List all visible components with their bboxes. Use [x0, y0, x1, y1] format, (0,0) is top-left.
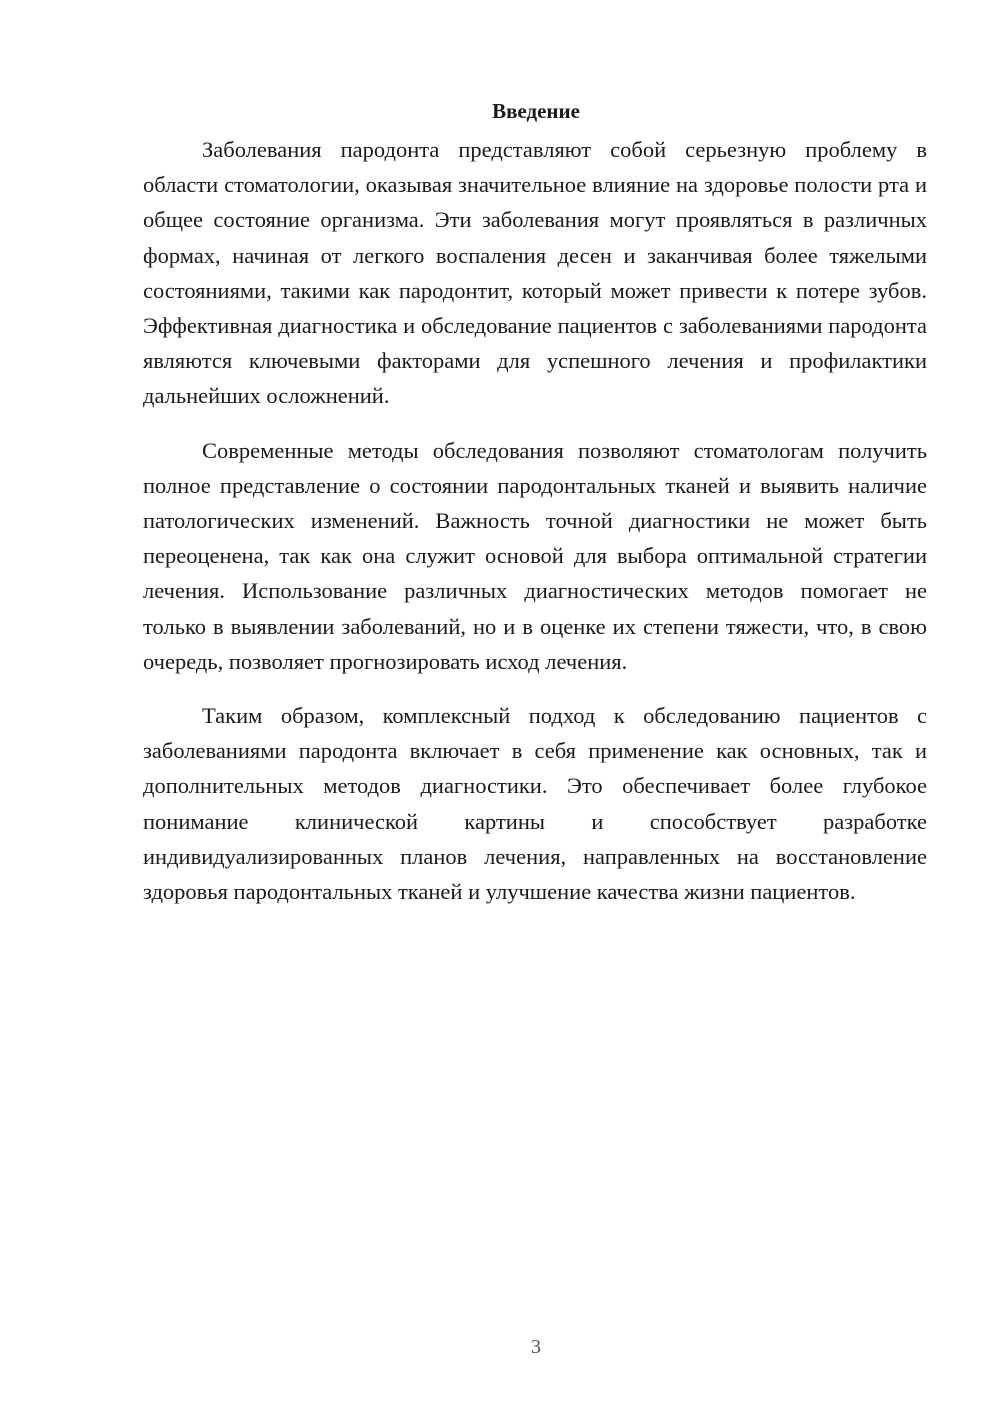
paragraph-1: Заболевания пародонта представляют собой серьезную проблему в области стоматологии, оказывая значительное влияние на здоровье полости рта и общее состояние организма. Эти заболевания могут проявляться в различных формах, начиная от легкого воспаления десен и заканчивая более тяжелыми состояниями, такими как пародонтит, который может привести к потере зубов. Эффективная диагностика и обследование пациентов с заболеваниями пародонта являются ключевыми факторами для успешного лечения и профилактики дальнейших осложнений.	[143, 137, 927, 409]
paragraph-2: Современные методы обследования позволяют стоматологам получить полное представление о состоянии пародонтальных тканей и выявить наличие патологических изменений. Важность точной диагностики не может быть переоценена, так как она служит основой для выбора оптимальной стратегии лечения. Использование различных диагностических методов помогает не только в выявлении заболеваний, но и в оценке их степени тяжести, что, в свою очередь, позволяет прогнозировать исход лечения.	[143, 437, 927, 674]
paragraph-3: Таким образом, комплексный подход к обследованию пациентов с заболеваниями пародонта включает в себя применение как основных, так и дополнительных методов диагностики. Это обеспечивает более глубокое понимание клинической картины и способствует разработке индивидуализированных планов лечения, направленных на восстановление здоровья пародонтальных тканей и улучшение качества жизни пациентов.	[143, 703, 927, 905]
section-heading: Введение	[492, 99, 580, 123]
page-content	[143, 96, 927, 928]
page-number: 3	[531, 1336, 541, 1358]
